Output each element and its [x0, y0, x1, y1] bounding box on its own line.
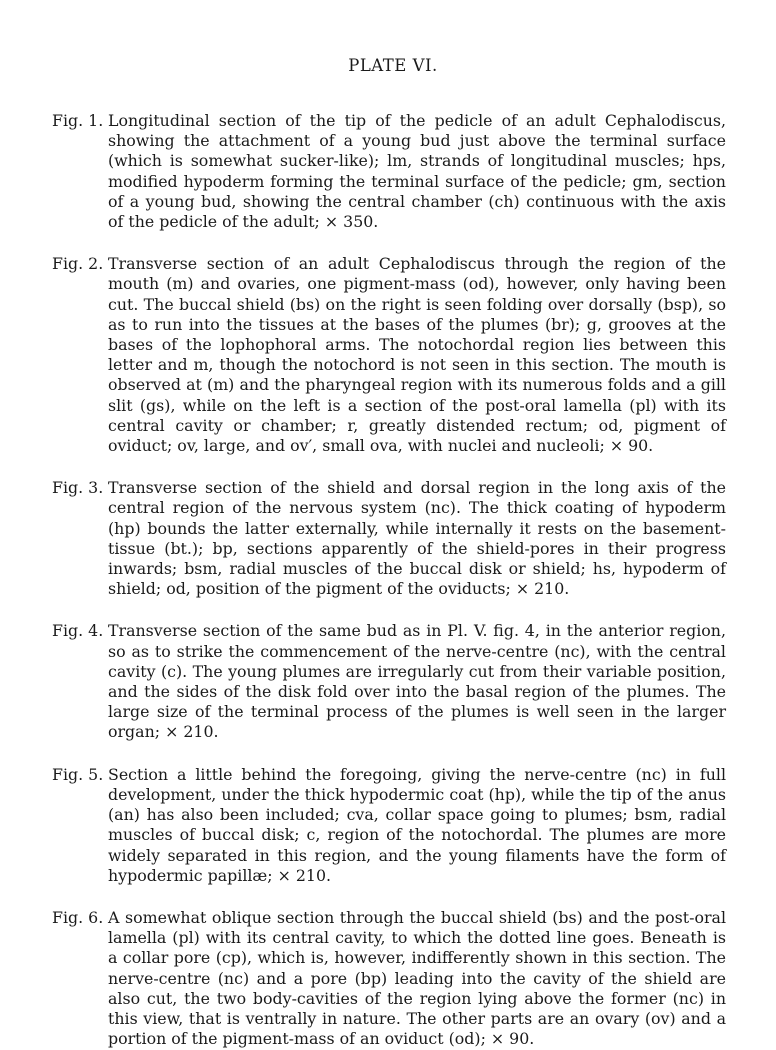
figure-caption-4 — [52, 621, 726, 742]
figure-label: Fig. 1. — [52, 111, 104, 130]
figure-label: Fig. 4. — [52, 621, 104, 641]
figure-label: Fig. 6. — [52, 907, 104, 927]
figure-text: Transverse section of the shield and dorsal region in the long axis of the central region of the nervous system (nc). The thick coating of hypoderm (hp) bounds the latter externally, while internally it rests on the basement-tissue (bt.); bp, sections apparently of the shield-pores in their progress inwards; bsm, radial muscles of the buccal disk or shield; hs, hypoderm of shield; od, position of the pigment of the oviducts; × 210. — [108, 478, 726, 599]
figure-label: Fig. 3. — [52, 478, 104, 498]
figure-caption-6 — [52, 908, 726, 1049]
figure-caption-3 — [52, 478, 726, 599]
page-title: PLATE VI. — [348, 56, 438, 75]
figure-text: A somewhat oblique section through the buccal shield (bs) and the post-oral lamella (pl) with its central cavity, to which the dotted line goes. Beneath is a collar pore (cp), which is, however, indifferently shown in this section. The nerve-centre (nc) and a pore (bp) leading into the cavity of the shield are also cut, the two body-cavities of the region lying above the former (nc) in this view, that is ventrally in nature. The other parts are an ovary (ov) and a portion of the pigment-mass of an oviduct (od); × 90. — [108, 907, 726, 1049]
figure-caption-1 — [52, 111, 726, 232]
figure-text: Longitudinal section of the tip of the pedicle of an adult Cephalodiscus, showing the attachment of a young bud just above the terminal surface (which is somewhat sucker-like); lm, strands of longitudinal muscles; hps, modified hypoderm forming the terminal surface of the pedicle; gm, section of a young bud, showing the central chamber (ch) continuous with the axis of the pedicle of the adult; × 350. — [108, 111, 726, 232]
figure-text: Section a little behind the foregoing, giving the nerve-centre (nc) in full development, under the thick hypodermic coat (hp), while the tip of the anus (an) has also been included; cva, collar space going to plumes; bsm, radial muscles of buccal disk; c, region of the notochordal. The plumes are more widely separated in this region, and the young filaments have the form of hypodermic papillæ; × 210. — [108, 764, 726, 885]
figure-label: Fig. 2. — [52, 254, 104, 274]
figure-captions — [52, 111, 726, 1049]
figure-text: Transverse section of an adult Cephalodiscus through the region of the mouth (m) and ovaries, one pigment-mass (od), however, only having been cut. The buccal shield (bs) on the right is seen folding over dorsally (bsp), so as to run into the tissues at the bases of the plumes (br); g, grooves at the bases of the lophophoral arms. The notochordal region lies between this letter and m, though the notochord is not seen in this section. The mouth is observed at (m) and the pharyngeal region with its numerous folds and a gill slit (gs), while on the left is a section of the post-oral lamella (pl) with its central cavity or chamber; r, greatly distended rectum; od, pigment of oviduct; ov, large, and ov′, small ova, with nuclei and nucleoli; × 90. — [108, 254, 726, 456]
figure-caption-2 — [52, 254, 726, 456]
figure-label: Fig. 5. — [52, 764, 104, 784]
figure-caption-5 — [52, 765, 726, 886]
figure-text: Transverse section of the same bud as in Pl. V. fig. 4, in the anterior region, so as to strike the commencement of the nerve-centre (nc), with the central cavity (c). The young plumes are irregularly cut from their variable position, and the sides of the disk fold over into the basal region of the plumes. The large size of the terminal process of the plumes is well seen in the larger organ; × 210. — [108, 621, 726, 742]
